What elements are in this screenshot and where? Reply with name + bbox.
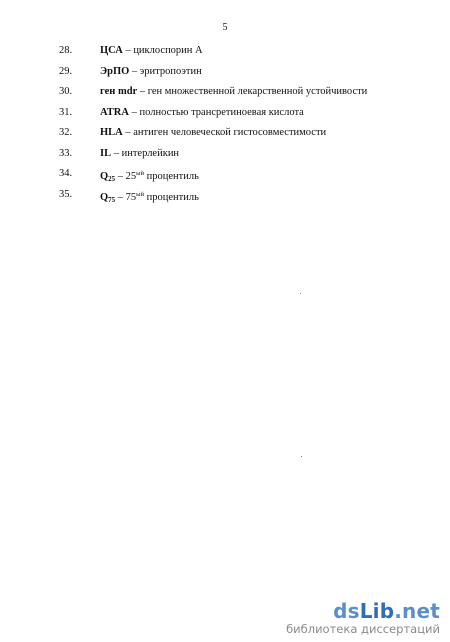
- item-text: [100, 147, 179, 161]
- item-subscript: 75: [108, 195, 116, 204]
- list-item: [0, 106, 450, 127]
- item-term: ЦСА: [100, 45, 123, 56]
- list-item: [0, 44, 450, 65]
- item-superscript: ый: [136, 190, 145, 198]
- item-text: [100, 65, 202, 79]
- list-item: [0, 126, 450, 147]
- item-definition: – интерлейкин: [111, 147, 180, 159]
- scan-speck: [300, 293, 301, 294]
- page-number: 5: [222, 22, 228, 33]
- item-number: 30.: [59, 86, 73, 97]
- item-text: [100, 126, 326, 140]
- item-definition: – циклоспорин А: [122, 45, 203, 56]
- item-term: HLA: [100, 127, 123, 138]
- item-definition: – эритропоэтин: [129, 65, 202, 77]
- item-text: [100, 188, 199, 207]
- item-number: 31.: [59, 106, 73, 118]
- watermark-logo-ds: ds: [333, 599, 360, 623]
- list-item: [0, 167, 450, 188]
- item-number: 32.: [59, 127, 73, 138]
- item-number: 29.: [59, 65, 73, 77]
- item-text: [100, 167, 199, 186]
- item-term: IL: [100, 147, 112, 159]
- item-number: 34.: [59, 168, 73, 179]
- item-definition: процентиль: [144, 191, 199, 203]
- item-term: Q: [100, 191, 109, 203]
- item-number: 28.: [59, 45, 73, 56]
- watermark: [286, 600, 440, 636]
- scan-speck: [301, 456, 302, 457]
- item-definition: – ген множественной лекарственной устойчивости: [137, 86, 368, 97]
- item-definition: – антиген человеческой гистосовместимости: [122, 127, 327, 138]
- item-text: [100, 44, 203, 58]
- item-term: Q: [100, 171, 109, 182]
- list-item: [0, 147, 450, 168]
- item-superscript: ый: [136, 170, 145, 177]
- list-item: [0, 65, 450, 86]
- item-term: ATRA: [100, 106, 129, 118]
- item-text: [100, 106, 304, 120]
- item-number: 33.: [59, 147, 73, 159]
- watermark-logo: [286, 600, 440, 622]
- list-item: [0, 85, 450, 106]
- watermark-caption: библиотека диссертаций: [286, 622, 440, 636]
- list-item: [0, 188, 450, 209]
- item-value: – 25: [115, 171, 137, 182]
- watermark-logo-net: .net: [394, 599, 440, 623]
- item-definition: процентиль: [144, 171, 199, 182]
- watermark-logo-lib: Lib: [359, 599, 395, 623]
- item-subscript: 25: [108, 175, 116, 183]
- item-term: ген mdr: [100, 86, 138, 97]
- item-definition: – полностью трансретиноевая кислота: [128, 106, 304, 118]
- item-text: [100, 85, 367, 99]
- item-number: 35.: [59, 188, 73, 200]
- item-term: ЭрПО: [100, 65, 130, 77]
- item-value: – 75: [115, 191, 137, 203]
- abbreviation-list: [0, 44, 450, 208]
